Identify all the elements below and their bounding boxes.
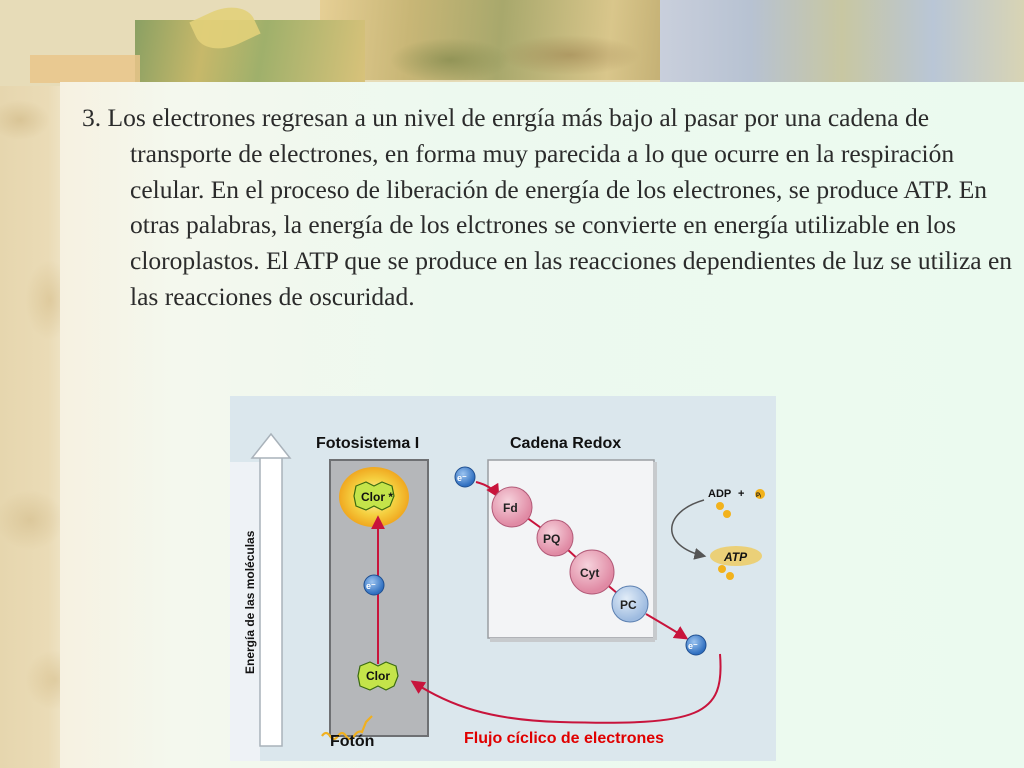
svg-text:+: + (738, 488, 745, 500)
adp-molecule (708, 488, 765, 518)
svg-text:Fd: Fd (503, 501, 518, 515)
decorative-banner (0, 0, 1024, 86)
svg-text:ADP: ADP (708, 488, 732, 500)
electron-icon (686, 635, 706, 655)
chlorophyll (358, 662, 398, 690)
cyclic-return-arrow (413, 654, 721, 723)
photosystem-diagram (230, 396, 776, 761)
carrier-pc (612, 586, 648, 622)
carrier-cyt (570, 550, 614, 594)
carrier-fd (492, 487, 532, 527)
energy-axis-label: Energía de las moléculas (243, 530, 257, 674)
cycle-caption: Flujo cíclico de electrones (464, 730, 665, 747)
svg-text:ATP: ATP (724, 550, 748, 564)
photon-label: Fotón (330, 733, 375, 750)
atp-molecule (710, 546, 762, 580)
redox-chain-title: Cadena Redox (510, 435, 622, 452)
svg-text:PQ: PQ (543, 532, 561, 546)
electron-icon (364, 575, 384, 595)
slide-paragraph: 3. Los electrones regresan a un nivel de enrgía más bajo al pasar por una cadena de transporte de electrones, en forma muy parecida a lo que ocurre en la respiración celular. En el proceso de liberación de energía de los electrones, se produce ATP. En otras palabras, la energía de los elctrones se convierte en energía utilizable en los cloroplastos. El ATP que se produce en las reacciones dependientes de luz se utiliza en las reacciones de oscuridad. (82, 103, 1013, 311)
carrier-pq (537, 520, 573, 556)
electron-icon (455, 467, 475, 487)
svg-text:Pᵢ: Pᵢ (756, 493, 761, 499)
photosystem-title: Fotosistema I (316, 435, 420, 452)
svg-text:e⁻: e⁻ (366, 581, 376, 591)
excited-chlorophyll (354, 482, 394, 510)
svg-text:Cyt: Cyt (580, 566, 600, 580)
svg-text:Clor *: Clor * (361, 490, 394, 504)
svg-text:e⁻: e⁻ (457, 473, 467, 483)
svg-text:Clor: Clor (366, 669, 390, 683)
svg-text:e⁻: e⁻ (688, 641, 698, 651)
phosphorylation-arrow (672, 500, 704, 556)
svg-text:PC: PC (620, 598, 637, 612)
